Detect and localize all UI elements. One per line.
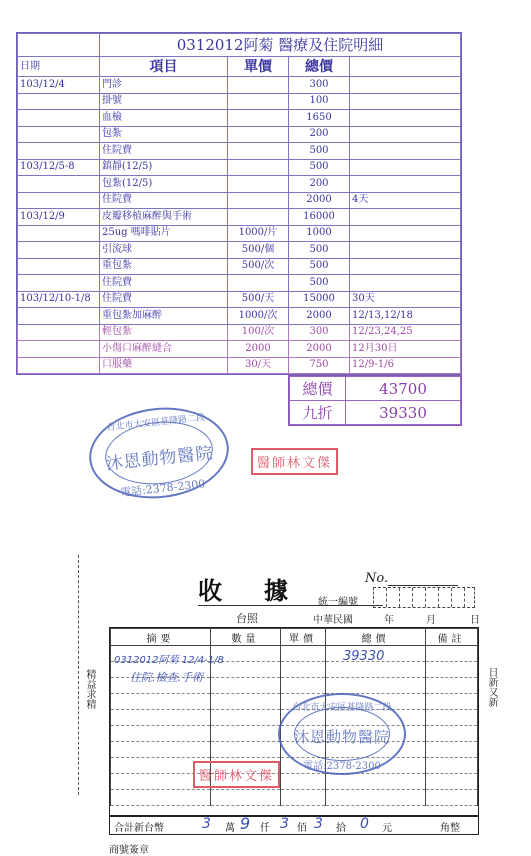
row-date — [18, 143, 100, 160]
receipt-cell — [211, 678, 281, 694]
day-label: 日 — [470, 615, 480, 626]
doctor-stamp: 醫師林文傑 — [251, 448, 338, 475]
hospital-stamp — [85, 401, 234, 505]
invoice-row — [18, 110, 461, 127]
row-unit-price — [228, 176, 289, 193]
receipt-cell — [426, 710, 478, 726]
row-unit-price — [228, 93, 289, 110]
invoice-row — [18, 192, 461, 209]
row-total: 1650 — [289, 110, 350, 127]
discount-value: 39330 — [346, 401, 461, 425]
receipt-no-label: No. — [365, 571, 389, 586]
row-total: 300 — [289, 77, 350, 94]
receipt-cell — [326, 774, 426, 790]
invoice-title: 0312012阿菊 醫療及住院明細 — [100, 34, 461, 57]
row-unit-price — [228, 159, 289, 176]
row-total: 500 — [289, 159, 350, 176]
receipt-cell — [426, 774, 478, 790]
row-unit-price: 1000/次 — [228, 308, 289, 325]
row-note: 12/23,24,25 — [350, 324, 461, 341]
receipt-cell — [111, 790, 211, 806]
invoice-row — [18, 258, 461, 275]
total-label: 總價 — [290, 377, 346, 401]
receipt-cell — [326, 678, 426, 694]
row-note — [350, 93, 461, 110]
row-date — [18, 308, 100, 325]
receipt-cell — [111, 710, 211, 726]
total-value: 43700 — [346, 377, 461, 401]
row-item: 鎮靜(12/5) — [100, 159, 228, 176]
row-item: 小傷口麻醉縫合 — [100, 341, 228, 358]
row-note — [350, 275, 461, 292]
row-date — [18, 225, 100, 242]
row-note: 12/9-1/6 — [350, 357, 461, 374]
receipt-cell — [426, 742, 478, 758]
row-total: 500 — [289, 242, 350, 259]
receipt-cell — [281, 774, 326, 790]
roc-label: 中華民國 — [313, 615, 353, 626]
row-unit-price: 500/次 — [228, 258, 289, 275]
rc-header-total: 總價 — [326, 629, 426, 646]
row-note — [350, 77, 461, 94]
invoice-row — [18, 357, 461, 374]
invoice-row — [18, 93, 461, 110]
sum-qian-digit: 9 — [240, 814, 251, 833]
row-item: 引流球 — [100, 242, 228, 259]
row-item: 門診 — [100, 77, 228, 94]
rc-header-note: 備註 — [426, 629, 478, 646]
side-label-left: 精益求精 — [84, 669, 95, 709]
receipt-row — [111, 790, 478, 806]
invoice-row — [18, 176, 461, 193]
header-date: 日期 — [18, 57, 100, 77]
row-date — [18, 341, 100, 358]
row-date — [18, 258, 100, 275]
invoice-row — [18, 242, 461, 259]
header-total: 總價 — [289, 57, 350, 77]
row-date: 103/12/4 — [18, 77, 100, 94]
discount-label: 九折 — [290, 401, 346, 425]
row-item: 住院費 — [100, 291, 228, 308]
row-note — [350, 258, 461, 275]
receipt-cell — [426, 662, 478, 678]
row-date — [18, 126, 100, 143]
row-total: 16000 — [289, 209, 350, 226]
receipt-cell — [426, 726, 478, 742]
receipt-cell — [211, 742, 281, 758]
header-unit-price: 單價 — [228, 57, 289, 77]
receipt — [78, 545, 498, 856]
row-note: 12/13,12/18 — [350, 308, 461, 325]
stamp-ring-text: 台北市大安區基隆路二段 — [106, 413, 206, 434]
year-label: 年 — [384, 615, 394, 626]
handwritten-item1: 0312012阿菊 12/4-1/8 — [114, 655, 224, 666]
row-item: 住院費 — [100, 275, 228, 292]
row-note — [350, 225, 461, 242]
row-date — [18, 242, 100, 259]
invoice-row — [18, 77, 461, 94]
receipt-cell — [426, 646, 478, 662]
invoice-row — [18, 291, 461, 308]
invoice-row — [18, 159, 461, 176]
row-unit-price — [228, 192, 289, 209]
row-note — [350, 159, 461, 176]
row-item: 皮瓣移植麻醉與手術 — [100, 209, 228, 226]
sum-bai-digit: 3 — [280, 816, 289, 832]
row-note — [350, 126, 461, 143]
row-total: 15000 — [289, 291, 350, 308]
row-item: 住院費 — [100, 192, 228, 209]
month-label: 月 — [426, 615, 436, 626]
receipt-cell — [281, 662, 326, 678]
sum-wan-digit: 3 — [202, 816, 211, 832]
row-item: 包紮(12/5) — [100, 176, 228, 193]
sum-yuan-digit: 0 — [360, 816, 369, 832]
row-total: 2000 — [289, 308, 350, 325]
row-item: 重包紮 — [100, 258, 228, 275]
row-unit-price — [228, 126, 289, 143]
row-note: 4天 — [350, 192, 461, 209]
row-note: 30天 — [350, 291, 461, 308]
receipt-cell — [111, 726, 211, 742]
row-note — [350, 110, 461, 127]
row-unit-price: 1000/片 — [228, 225, 289, 242]
receipt-doctor-stamp: 醫師林文傑 — [193, 761, 280, 788]
totals-box — [288, 375, 462, 426]
row-total: 300 — [289, 324, 350, 341]
invoice-row — [18, 324, 461, 341]
row-date: 103/12/10-1/8 — [18, 291, 100, 308]
header-item: 項目 — [100, 57, 228, 77]
row-item: 25ug 嗎啡貼片 — [100, 225, 228, 242]
row-note — [350, 242, 461, 259]
handwritten-item2: 住院.檢查.手術 — [130, 671, 203, 684]
sum-label: 合計新台幣 — [114, 823, 164, 834]
invoice-row — [18, 143, 461, 160]
sum-shi-digit: 3 — [314, 816, 323, 832]
row-unit-price — [228, 209, 289, 226]
row-total: 500 — [289, 143, 350, 160]
receipt-cell — [211, 726, 281, 742]
row-item: 包紮 — [100, 126, 228, 143]
row-total: 1000 — [289, 225, 350, 242]
row-note — [350, 143, 461, 160]
tax-id-boxes — [373, 587, 475, 608]
row-total: 2000 — [289, 192, 350, 209]
row-total: 500 — [289, 275, 350, 292]
rc-header-unit: 單價 — [281, 629, 326, 646]
side-label-right: 日新又新 — [486, 667, 497, 707]
row-unit-price: 500/個 — [228, 242, 289, 259]
taipei-label: 台照 — [236, 612, 258, 625]
row-unit-price: 100/次 — [228, 324, 289, 341]
invoice-row — [18, 308, 461, 325]
receipt-cell — [426, 758, 478, 774]
stamp-hospital-name: 沐恩動物醫院 — [104, 443, 215, 475]
row-unit-price: 2000 — [228, 341, 289, 358]
receipt-cell — [111, 694, 211, 710]
row-unit-price — [228, 275, 289, 292]
invoice-row — [18, 275, 461, 292]
invoice-row — [18, 341, 461, 358]
row-total: 100 — [289, 93, 350, 110]
receipt-sum-row: 合計新台幣 3 萬 9 仟 3 佰 3 拾 0 元 角整 — [109, 815, 479, 835]
receipt-cell — [426, 678, 478, 694]
row-date — [18, 110, 100, 127]
receipt-cell — [211, 694, 281, 710]
row-item: 口服藥 — [100, 357, 228, 374]
row-date — [18, 176, 100, 193]
handwritten-total: 39330 — [343, 649, 385, 664]
invoice-row — [18, 126, 461, 143]
row-total: 200 — [289, 176, 350, 193]
rc-header-qty: 數量 — [211, 629, 281, 646]
perforation-line — [78, 555, 79, 795]
row-item: 輕包紮 — [100, 324, 228, 341]
row-note: 12月30日 — [350, 341, 461, 358]
row-total: 500 — [289, 258, 350, 275]
receipt-cell — [281, 678, 326, 694]
row-total: 2000 — [289, 341, 350, 358]
invoice-row — [18, 225, 461, 242]
receipt-cell — [111, 742, 211, 758]
row-date: 103/12/5-8 — [18, 159, 100, 176]
row-unit-price — [228, 143, 289, 160]
receipt-cell — [211, 790, 281, 806]
row-date — [18, 357, 100, 374]
receipt-cell — [426, 790, 478, 806]
receipt-cell — [281, 646, 326, 662]
row-date — [18, 93, 100, 110]
invoice-row — [18, 209, 461, 226]
receipt-cell — [281, 790, 326, 806]
row-date — [18, 192, 100, 209]
row-note — [350, 209, 461, 226]
row-date — [18, 324, 100, 341]
row-total: 200 — [289, 126, 350, 143]
row-item: 掛號 — [100, 93, 228, 110]
row-unit-price: 30/天 — [228, 357, 289, 374]
row-item: 重包紮加麻醉 — [100, 308, 228, 325]
row-date — [18, 275, 100, 292]
row-unit-price — [228, 110, 289, 127]
row-item: 住院費 — [100, 143, 228, 160]
row-note — [350, 176, 461, 193]
row-date: 103/12/9 — [18, 209, 100, 226]
row-total: 750 — [289, 357, 350, 374]
receipt-cell — [326, 790, 426, 806]
receipt-title: 收據 — [198, 576, 330, 605]
shop-sign-label: 商號簽章 — [109, 845, 149, 856]
row-item: 血檢 — [100, 110, 228, 127]
receipt-cell — [426, 694, 478, 710]
tax-id-label: 統一編號 — [318, 597, 358, 608]
rc-header-desc: 摘要 — [111, 629, 211, 646]
receipt-cell — [211, 710, 281, 726]
receipt-hospital-stamp: 台北市大安區基隆路二段 沐恩動物醫院 電話:2378-2300 — [278, 693, 406, 775]
stamp-phone: 電話:2378-2300 — [119, 477, 206, 500]
invoice-table — [16, 32, 462, 375]
receipt-row — [111, 774, 478, 790]
row-unit-price — [228, 77, 289, 94]
row-unit-price: 500/天 — [228, 291, 289, 308]
